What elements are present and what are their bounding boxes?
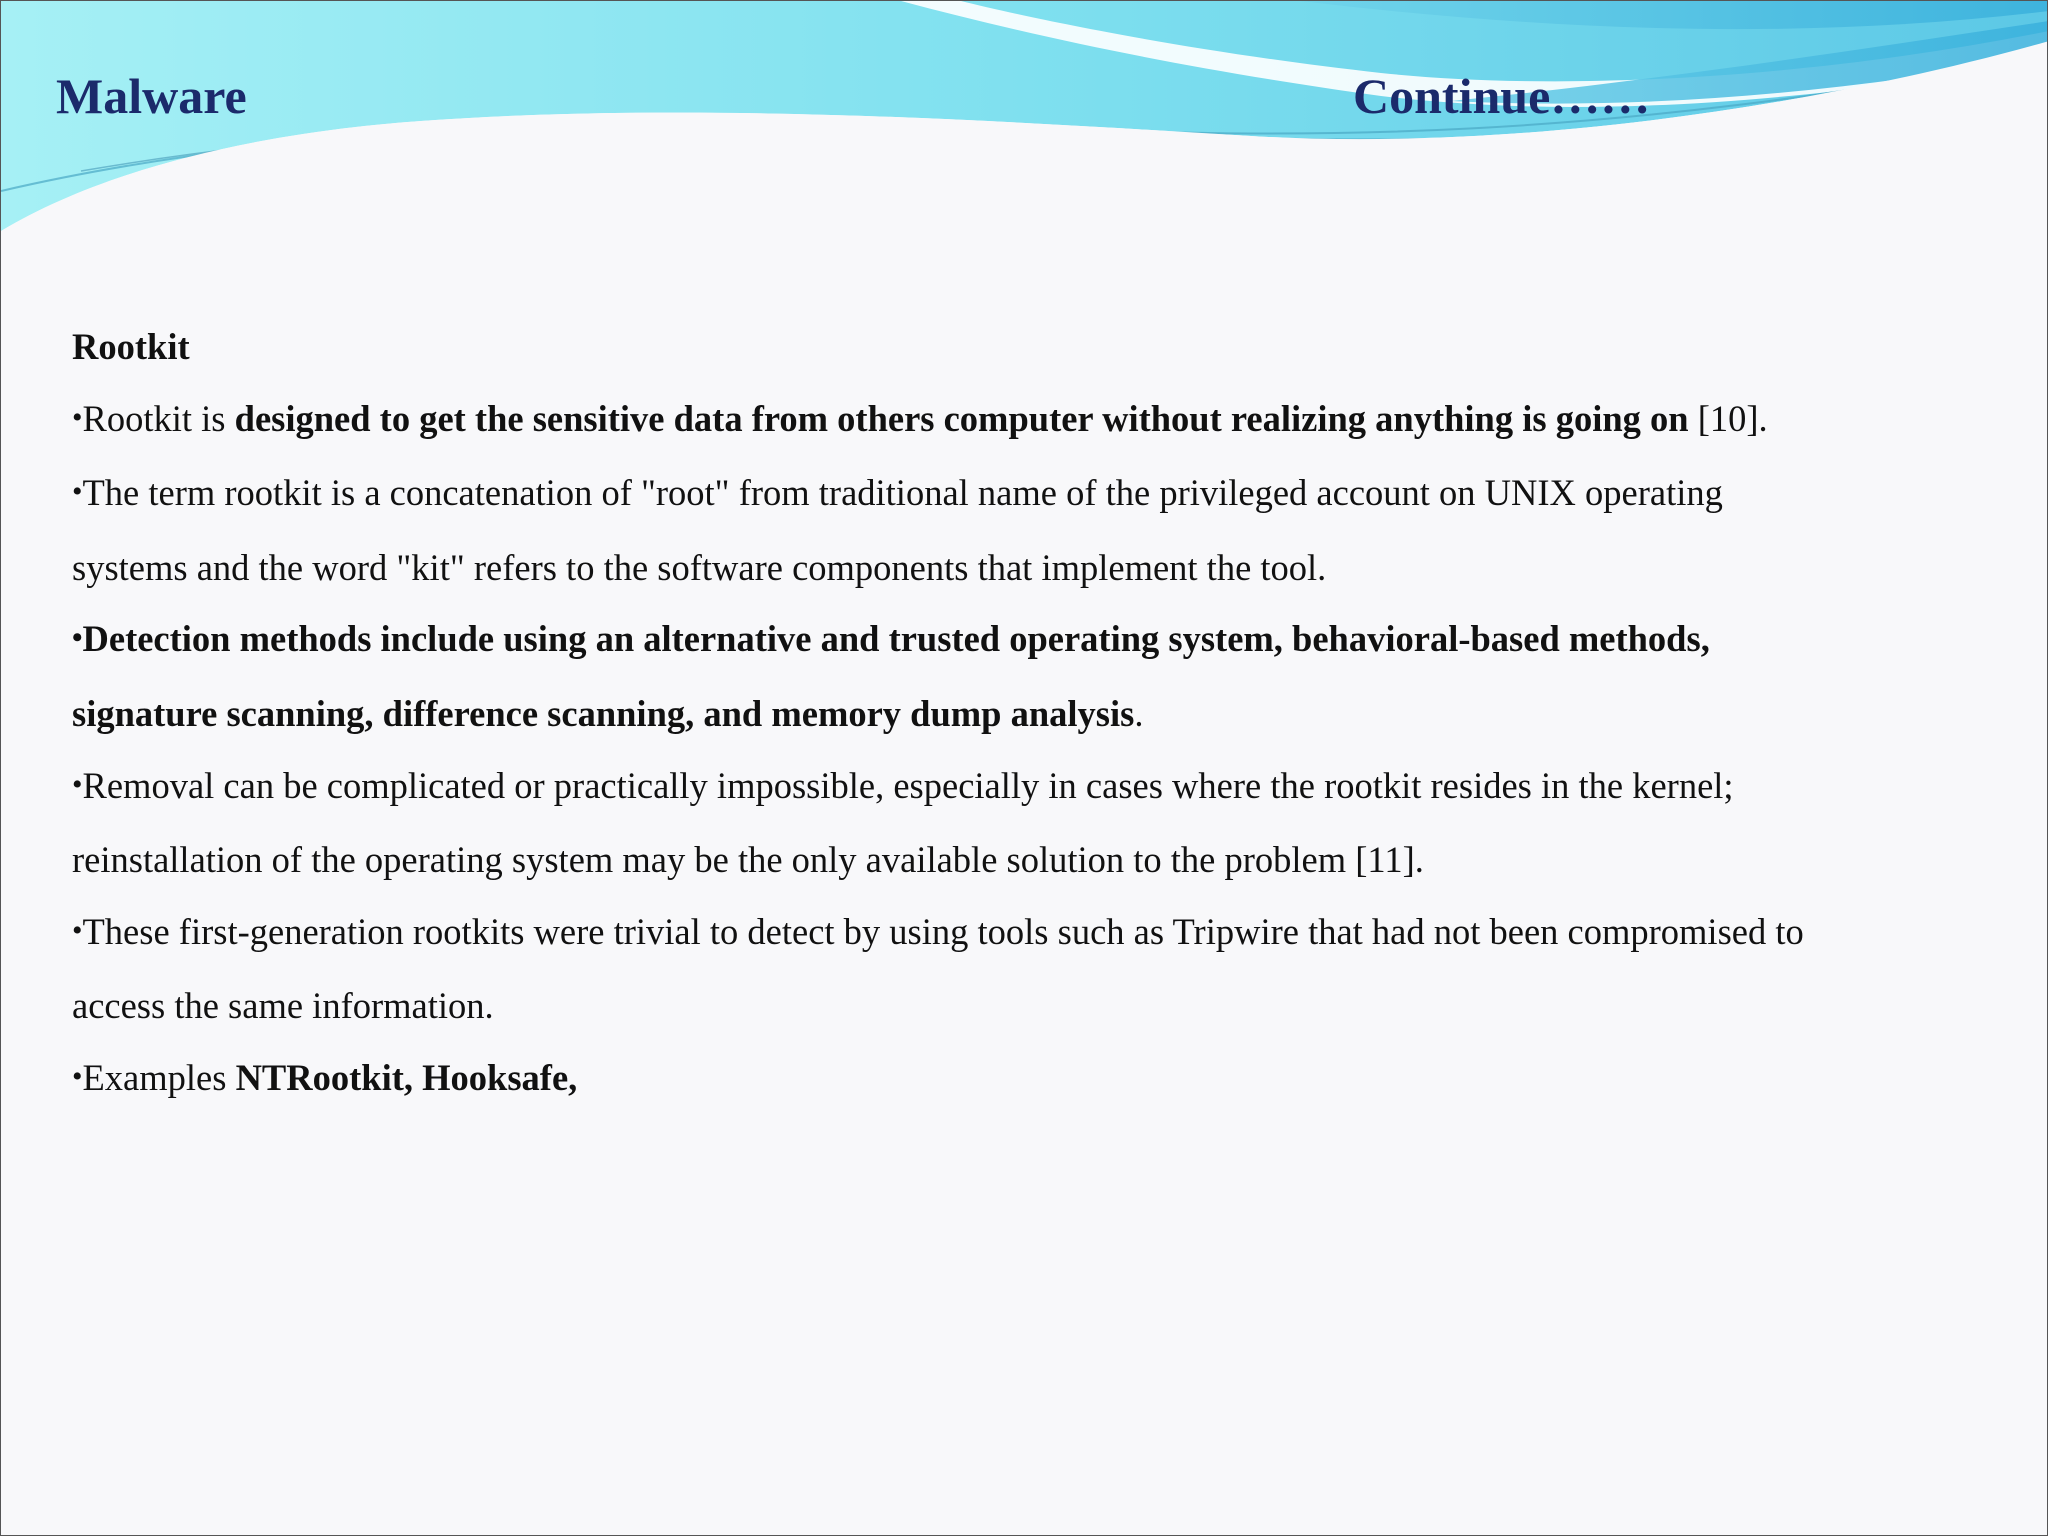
bullet-marker: • <box>72 1059 83 1093</box>
bullet-marker: • <box>72 767 83 801</box>
bullet-first-gen-line2: access the same information. <box>72 985 494 1027</box>
bullet-marker: • <box>72 913 83 947</box>
bullet-removal-line1 <box>72 750 2002 825</box>
bullet-removal-line2: reinstallation of the operating system may be the only available solution to the problem [11]. <box>72 839 1424 881</box>
p1-bold: designed to get the sensitive data from others computer without realizing anything is going on <box>234 397 1689 439</box>
p2-line1: The term rootkit is a concatenation of "root" from traditional name of the privileged account on UNIX operating <box>82 472 1723 514</box>
bullet-marker: • <box>72 475 83 509</box>
p6-lead: Examples <box>82 1056 236 1098</box>
header-wave-decoration <box>1 1 2048 241</box>
p3-line2-tail: . <box>1134 692 1144 734</box>
bullet-detection-line1 <box>72 603 2002 678</box>
section-heading: Rootkit <box>72 326 190 367</box>
bullet-first-gen-line1 <box>72 896 2002 971</box>
p4-line1: Removal can be complicated or practically impossible, especially in cases where the rootkit resides in the kernel; <box>82 764 1734 806</box>
p5-line1: These first-generation rootkits were trivial to detect by using tools such as Tripwire that had not been compromised to <box>82 910 1804 952</box>
p3-line2-bold: signature scanning, difference scanning, and memory dump analysis <box>72 692 1135 734</box>
bullet-examples <box>72 1042 2002 1117</box>
slide-title: Malware <box>56 68 247 124</box>
bullet-term-line2: systems and the word "kit" refers to the software components that implement the tool. <box>72 546 1327 588</box>
bullet-rootkit-definition <box>72 383 2002 458</box>
bullet-term-line1 <box>72 457 2002 532</box>
p6-bold: NTRootkit, Hooksafe, <box>235 1056 578 1098</box>
bullet-marker: • <box>72 621 83 655</box>
bullet-marker: • <box>72 400 83 434</box>
p1-lead: Rootkit is <box>82 397 235 439</box>
p1-tail: [10]. <box>1688 397 1768 439</box>
slide-subtitle-continue: Continue…… <box>1353 68 1651 124</box>
slide-body <box>72 311 2002 1117</box>
bullet-detection-line2 <box>72 678 2002 750</box>
p3-line1: Detection methods include using an alternative and trusted operating system, behavioral-based methods, <box>82 618 1710 660</box>
